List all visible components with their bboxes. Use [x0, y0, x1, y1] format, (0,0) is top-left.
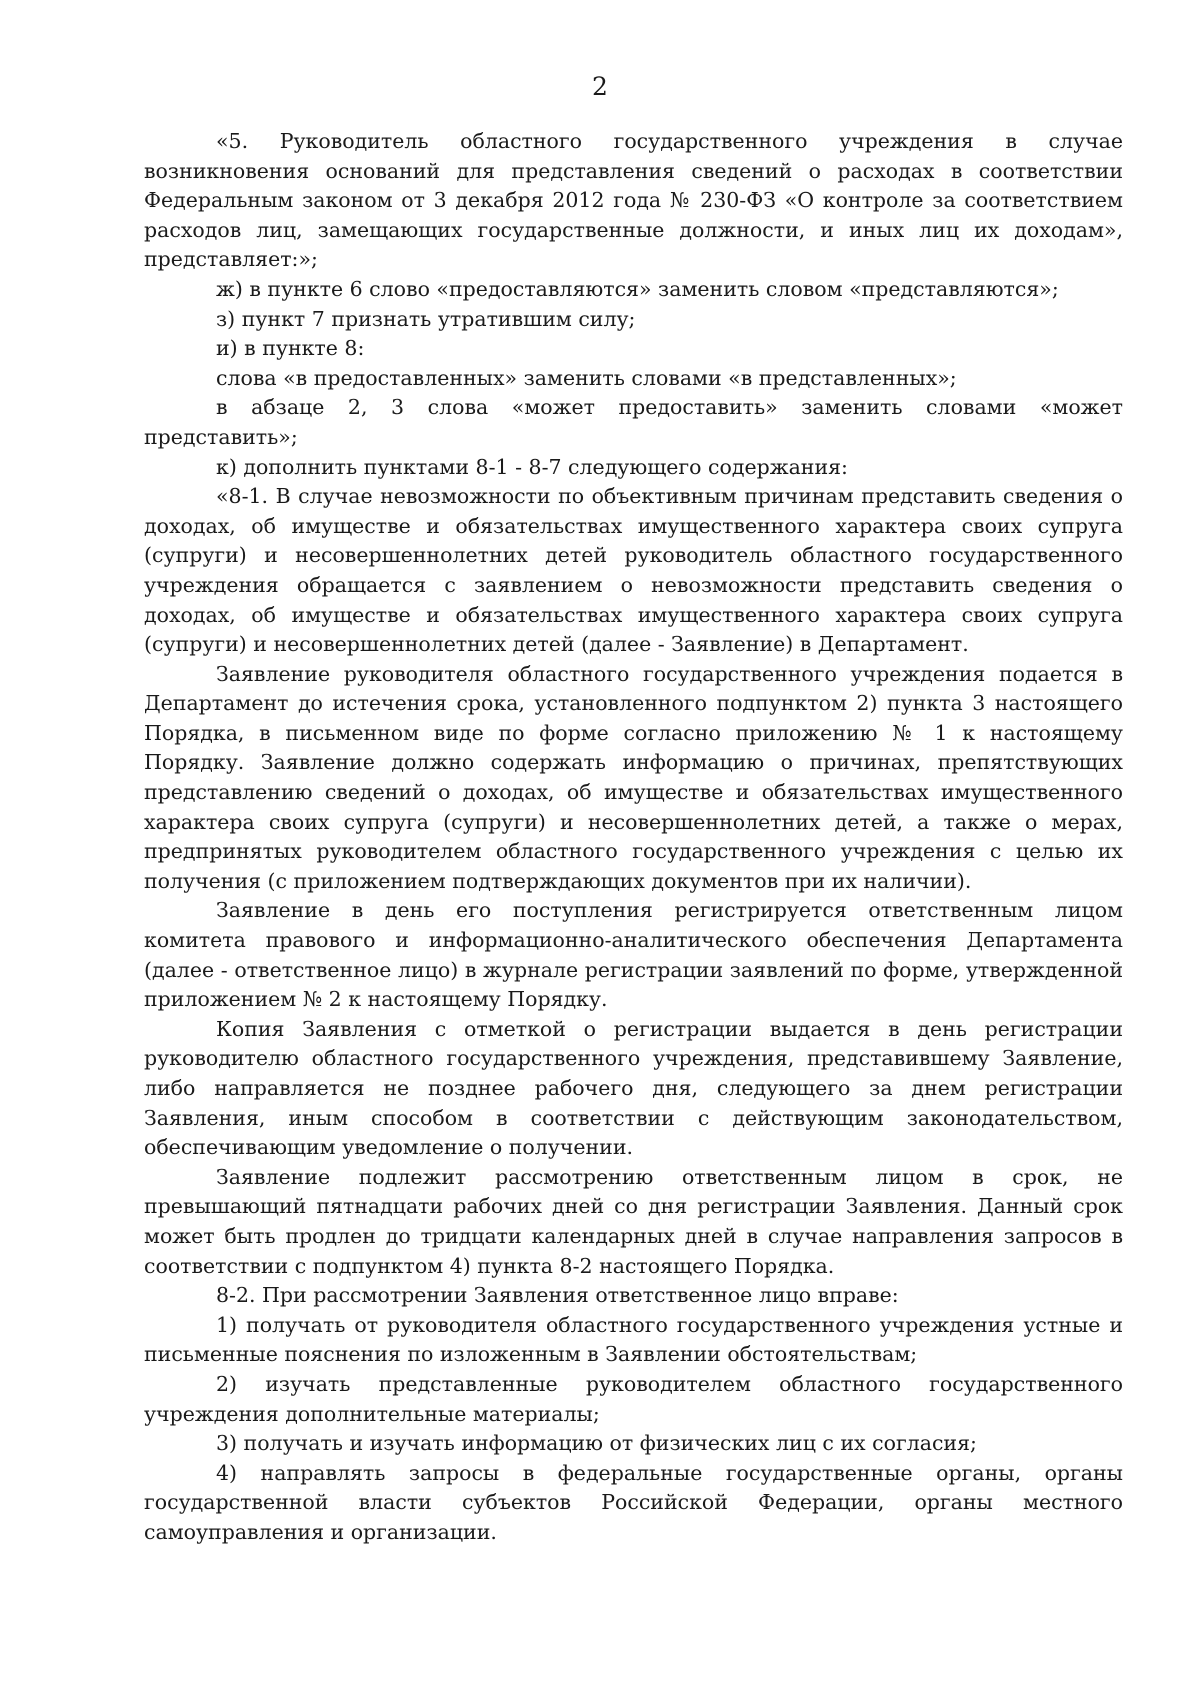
paragraph-right-4: 4) направлять запросы в федеральные государственные органы, органы государственной власти субъектов Российской Федерации, органы местного самоуправления и организации.	[144, 1460, 1123, 1544]
paragraph-clause-8-1: «8-1. В случае невозможности по объективным причинам представить сведения о доходах, об имуществе и обязательствах имущественного характера своих супруга (супруги) и несовершеннолетних детей руководитель областного государственного учреждения обращается с заявлением о невозможности представить сведения о доходах, об имуществе и обязательствах имущественного характера своих супруга (супруги) и несовершеннолетних детей (далее - Заявление) в Департамент.	[144, 484, 1123, 657]
paragraph-right-1: 1) получать от руководителя областного государственного учреждения устные и письменные пояснения по изложенным в Заявлении обстоятельствам;	[144, 1312, 1123, 1367]
paragraph-item-i: и) в пункте 8:	[216, 336, 365, 361]
paragraph-application-registration: Заявление в день его поступления регистрируется ответственным лицом комитета правового и информационно-аналитического обеспечения Департамента (далее - ответственное лицо) в журнале регистрации заявлений по форме, утвержденной приложением № 2 к настоящему Порядку.	[144, 898, 1123, 1012]
paragraph-right-3: 3) получать и изучать информацию от физических лиц с их согласия;	[216, 1431, 977, 1456]
paragraph-clause-8-2: 8-2. При рассмотрении Заявления ответственное лицо вправе:	[216, 1283, 899, 1308]
paragraph-item-k: к) дополнить пунктами 8-1 - 8-7 следующего содержания:	[216, 454, 848, 479]
paragraph-application-review-term: Заявление подлежит рассмотрению ответственным лицом в срок, не превышающий пятнадцати рабочих дней со дня регистрации Заявления. Данный срок может быть продлен до тридцати календарных дней в случае направления запросов в соответствии с подпунктом 4) пункта 8-2 настоящего Порядка.	[144, 1164, 1123, 1278]
paragraph-clause-5: «5. Руководитель областного государственного учреждения в случае возникновения оснований для представления сведений о расходах в соответствии Федеральным законом от 3 декабря 2012 года № 230-ФЗ «О контроле за соответствием расходов лиц, замещающих государственные должности, и иных лиц их доходам», представляет:»;	[144, 129, 1123, 272]
paragraph-application-copy: Копия Заявления с отметкой о регистрации выдается в день регистрации руководителю областного государственного учреждения, представившему Заявление, либо направляется не позднее рабочего дня, следующего за днем регистрации Заявления, иным способом в соответствии с действующим законодательством, обеспечивающим уведомление о получении.	[144, 1016, 1123, 1160]
paragraph-right-2: 2) изучать представленные руководителем областного государственного учреждения дополнительные материалы;	[144, 1371, 1123, 1426]
page-number: 2	[592, 72, 608, 101]
paragraph-abzats-replacement: в абзаце 2, 3 слова «может предоставить» заменить словами «может представить»;	[144, 395, 1123, 449]
paragraph-item-z: з) пункт 7 признать утратившим силу;	[216, 306, 636, 331]
paragraph-words-replacement: слова «в предоставленных» заменить словами «в представленных»;	[216, 365, 957, 390]
document-body	[144, 127, 1123, 1548]
paragraph-application-submission: Заявление руководителя областного государственного учреждения подается в Департамент до истечения срока, установленного подпунктом 2) пункта 3 настоящего Порядка, в письменном виде по форме согласно приложению № 1 к настоящему Порядку. Заявление должно содержать информацию о причинах, препятствующих представлению сведений о доходах, об имуществе и обязательствах имущественного характера своих супруга (супруги) и несовершеннолетних детей, а также о мерах, предпринятых руководителем областного государственного учреждения с целью их получения (с приложением подтверждающих документов при их наличии).	[144, 661, 1123, 893]
paragraph-item-zh: ж) в пункте 6 слово «предоставляются» заменить словом «представляются»;	[216, 276, 1059, 301]
